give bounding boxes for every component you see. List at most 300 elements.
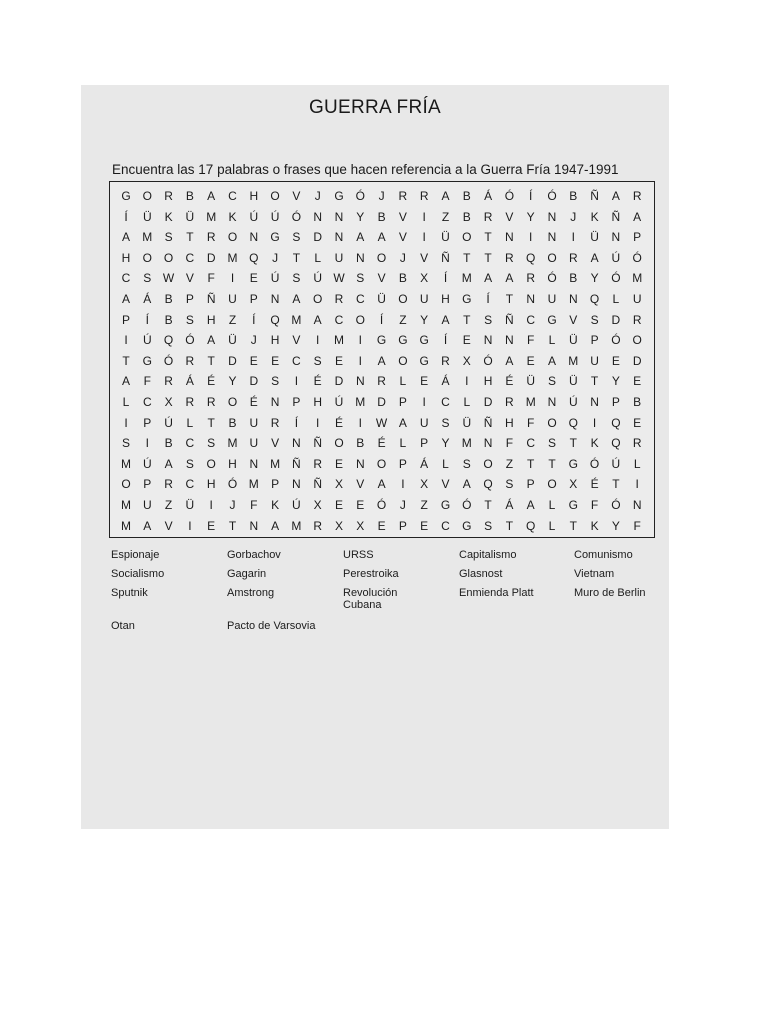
grid-letter: R <box>164 189 173 203</box>
grid-letter: Ó <box>163 353 174 368</box>
grid-letter: Ú <box>270 209 280 224</box>
grid-letter: D <box>249 374 259 389</box>
grid-letter: Ú <box>164 415 173 430</box>
grid-letter: A <box>271 518 280 533</box>
grid-letter: E <box>633 374 642 389</box>
grid-letter: R <box>377 374 386 389</box>
grid-letter: N <box>355 374 365 389</box>
grid-letter: X <box>313 498 322 512</box>
grid-letter: P <box>420 436 429 451</box>
word-list-item: Amstrong <box>227 587 275 599</box>
grid-letter: A <box>377 230 386 245</box>
grid-letter: I <box>358 353 362 368</box>
grid-letter: E <box>334 456 343 471</box>
grid-letter: P <box>398 395 407 409</box>
grid-letter: I <box>188 518 192 533</box>
grid-letter: Q <box>611 415 621 430</box>
page-title: GUERRA FRÍA <box>308 97 442 118</box>
instructions-text: Encuentra las 17 palabras o frases que hacen referencia a la Guerra Fría 1947-1991 <box>112 162 619 177</box>
grid-letter: K <box>590 209 599 224</box>
grid-letter: N <box>249 456 259 471</box>
grid-letter: T <box>527 456 535 471</box>
grid-letter: A <box>377 353 386 368</box>
grid-letter: Z <box>420 498 428 512</box>
grid-letter: T <box>122 353 130 368</box>
grid-row <box>116 310 652 331</box>
grid-letter: E <box>377 518 386 533</box>
grid-row <box>116 207 652 228</box>
grid-letter: R <box>164 477 173 492</box>
grid-letter: I <box>316 333 320 348</box>
grid-letter: Q <box>568 415 578 430</box>
grid-letter: M <box>121 456 131 471</box>
grid-letter: Q <box>611 436 621 451</box>
worksheet-page <box>81 85 669 829</box>
grid-letter: O <box>376 250 387 265</box>
grid-letter: M <box>227 436 238 451</box>
grid-letter: T <box>484 498 492 512</box>
grid-letter: G <box>440 498 451 512</box>
grid-letter: L <box>399 374 407 389</box>
grid-letter: N <box>547 395 557 409</box>
grid-letter: G <box>462 292 472 306</box>
grid-letter: L <box>633 456 641 471</box>
grid-letter: G <box>398 333 408 348</box>
grid-letter: M <box>142 230 153 245</box>
grid-letter: Í <box>145 312 149 327</box>
grid-letter: N <box>611 230 621 245</box>
word-list-item: URSS <box>343 549 374 561</box>
grid-letter: M <box>334 333 344 348</box>
grid-letter: S <box>121 436 130 451</box>
grid-letter: L <box>399 436 407 451</box>
grid-letter: M <box>121 518 131 533</box>
grid-letter: I <box>316 415 320 430</box>
grid-letter: Ü <box>568 374 578 389</box>
grid-letter: C <box>334 312 344 327</box>
grid-letter: B <box>377 209 386 224</box>
grid-letter: T <box>505 292 514 306</box>
grid-letter: I <box>465 374 469 389</box>
grid-letter: Ñ <box>590 189 599 203</box>
grid-letter: Ú <box>334 395 344 409</box>
grid-letter: Ü <box>568 333 578 348</box>
word-list-item: Capitalismo <box>459 549 517 561</box>
grid-letter: B <box>633 395 642 409</box>
grid-letter: N <box>292 477 301 492</box>
grid-letter: S <box>164 230 173 245</box>
grid-letter: H <box>249 189 259 203</box>
grid-letter: I <box>422 230 426 245</box>
word-list-item: Enmienda Platt <box>459 587 534 599</box>
grid-letter: O <box>547 415 557 430</box>
grid-letter: R <box>206 230 216 245</box>
grid-letter: Y <box>526 209 535 224</box>
grid-letter: S <box>441 415 450 430</box>
grid-letter: I <box>230 271 235 286</box>
grid-letter: S <box>292 271 301 286</box>
grid-letter: P <box>398 456 407 471</box>
grid-letter: N <box>249 518 259 533</box>
grid-letter: O <box>142 189 152 203</box>
grid-letter: T <box>612 477 620 492</box>
grid-letter: S <box>547 436 556 451</box>
grid-letter: M <box>632 271 643 286</box>
grid-letter: R <box>164 374 173 389</box>
grid-letter: T <box>505 518 514 533</box>
grid-letter: Ü <box>590 230 599 245</box>
grid-letter: P <box>292 395 301 409</box>
grid-letter: P <box>271 477 280 492</box>
grid-letter: N <box>590 395 599 409</box>
grid-letter: Ó <box>376 498 387 512</box>
grid-letter: H <box>313 395 323 409</box>
grid-letter: É <box>505 374 514 389</box>
grid-letter: F <box>633 518 641 533</box>
grid-letter: Ú <box>292 498 301 512</box>
grid-letter: I <box>124 333 128 348</box>
grid-row <box>116 351 652 372</box>
grid-letter: Ó <box>632 250 642 265</box>
grid-letter: Ñ <box>483 415 493 430</box>
grid-letter: K <box>590 518 599 533</box>
grid-letter: U <box>547 292 557 306</box>
grid-letter: T <box>463 250 471 265</box>
grid-letter: O <box>632 333 642 348</box>
grid-letter: U <box>142 498 152 512</box>
grid-letter: O <box>121 477 131 492</box>
grid-letter: T <box>292 250 301 265</box>
grid-letter: M <box>270 456 281 471</box>
grid-letter: E <box>462 333 471 348</box>
grid-letter: Ó <box>611 271 621 286</box>
grid-letter: J <box>378 189 385 203</box>
grid-letter: B <box>164 292 173 306</box>
grid-letter: P <box>249 292 258 306</box>
grid-letter: F <box>527 415 535 430</box>
word-list-item: Espionaje <box>111 549 160 561</box>
grid-letter: L <box>314 250 322 265</box>
grid-letter: A <box>143 518 152 533</box>
grid-letter: M <box>461 271 472 286</box>
grid-letter: Ú <box>249 209 259 224</box>
grid-row <box>116 268 652 289</box>
grid-letter: V <box>292 333 301 348</box>
grid-letter: Ó <box>355 189 365 203</box>
grid-letter: Ü <box>441 230 450 245</box>
grid-letter: F <box>143 374 151 389</box>
grid-letter: E <box>334 498 343 512</box>
grid-letter: H <box>206 477 216 492</box>
grid-letter: N <box>568 292 578 306</box>
grid-letter: E <box>420 518 429 533</box>
grid-letter: I <box>358 333 362 348</box>
grid-letter: É <box>249 395 258 409</box>
grid-letter: Ñ <box>611 209 621 224</box>
grid-letter: O <box>462 230 472 245</box>
grid-letter: G <box>121 189 131 203</box>
grid-letter: I <box>294 374 299 389</box>
grid-letter: T <box>569 436 577 451</box>
grid-letter: Ó <box>589 456 600 471</box>
grid-row <box>116 413 652 434</box>
grid-letter: Q <box>270 312 280 327</box>
grid-letter: R <box>632 312 642 327</box>
grid-letter: A <box>484 271 493 286</box>
grid-letter: Ó <box>483 353 493 368</box>
grid-letter: I <box>401 477 405 492</box>
grid-letter: N <box>526 292 536 306</box>
grid-letter: Y <box>611 518 620 533</box>
grid-letter: E <box>526 353 535 368</box>
grid-row <box>116 330 652 351</box>
grid-letter: N <box>292 436 301 451</box>
grid-letter: A <box>121 292 130 306</box>
grid-letter: S <box>462 456 471 471</box>
grid-letter: O <box>142 250 152 265</box>
grid-letter: B <box>164 312 173 327</box>
grid-letter: T <box>569 518 577 533</box>
word-list-item: Sputnik <box>111 587 148 599</box>
grid-letter: P <box>398 518 407 533</box>
grid-letter: N <box>547 209 557 224</box>
grid-letter: A <box>313 312 322 327</box>
grid-letter: R <box>313 456 323 471</box>
grid-letter: G <box>419 353 429 368</box>
grid-letter: N <box>547 230 557 245</box>
grid-letter: Ó <box>504 189 515 203</box>
grid-letter: H <box>505 415 514 430</box>
grid-letter: P <box>611 395 620 409</box>
grid-letter: X <box>420 477 429 492</box>
grid-letter: Í <box>252 312 256 327</box>
grid-letter: Y <box>611 374 620 389</box>
grid-letter: E <box>249 353 258 368</box>
grid-letter: Z <box>441 209 450 224</box>
grid-letter: É <box>207 374 216 389</box>
grid-letter: U <box>249 415 259 430</box>
grid-letter: Ü <box>462 415 472 430</box>
grid-letter: Á <box>484 189 493 203</box>
grid-letter: U <box>334 250 344 265</box>
grid-letter: Y <box>228 374 237 389</box>
grid-letter: A <box>377 477 386 492</box>
grid-letter: K <box>164 209 173 224</box>
grid-letter: E <box>207 518 216 533</box>
grid-letter: G <box>334 189 344 203</box>
grid-letter: N <box>249 230 259 245</box>
grid-letter: C <box>185 477 195 492</box>
grid-letter: Ó <box>291 209 302 224</box>
grid-letter: J <box>229 498 236 512</box>
grid-letter: Q <box>589 292 600 306</box>
grid-letter: I <box>145 436 149 451</box>
grid-letter: B <box>398 271 407 286</box>
grid-letter: S <box>292 230 301 245</box>
grid-letter: J <box>250 333 257 348</box>
grid-letter: U <box>419 292 429 306</box>
grid-letter: J <box>272 250 279 265</box>
grid-letter: A <box>292 292 301 306</box>
grid-letter: Ú <box>270 271 280 286</box>
grid-letter: A <box>462 477 471 492</box>
grid-letter: A <box>441 312 450 327</box>
grid-letter: Ó <box>611 498 621 512</box>
grid-letter: D <box>483 395 493 409</box>
grid-letter: A <box>121 374 130 389</box>
grid-letter: Í <box>443 271 448 286</box>
grid-letter: U <box>419 415 429 430</box>
grid-letter: Z <box>399 312 407 327</box>
grid-letter: X <box>334 518 343 533</box>
grid-letter: R <box>270 415 280 430</box>
grid-letter: F <box>590 498 599 512</box>
grid-letter: C <box>355 292 365 306</box>
grid-letter: M <box>291 518 302 533</box>
grid-letter: N <box>632 498 642 512</box>
grid-letter: F <box>505 436 514 451</box>
grid-letter: A <box>398 415 407 430</box>
grid-letter: R <box>185 353 195 368</box>
grid-row <box>116 248 652 269</box>
grid-letter: E <box>633 415 642 430</box>
grid-letter: Í <box>124 209 128 224</box>
grid-letter: G <box>462 518 472 533</box>
grid-letter: A <box>207 189 216 203</box>
grid-letter: S <box>356 271 365 286</box>
grid-letter: I <box>422 395 426 409</box>
grid-letter: L <box>186 415 194 430</box>
grid-letter: T <box>463 312 471 327</box>
grid-letter: U <box>249 436 259 451</box>
grid-letter: M <box>121 498 131 512</box>
grid-row <box>116 516 652 537</box>
grid-letter: X <box>334 477 343 492</box>
grid-letter: N <box>355 250 365 265</box>
grid-letter: Ü <box>185 498 195 512</box>
grid-letter: Q <box>249 250 259 265</box>
grid-letter: Á <box>143 292 152 306</box>
grid-letter: T <box>484 250 492 265</box>
grid-letter: Y <box>356 209 365 224</box>
grid-letter: K <box>271 498 280 512</box>
grid-letter: I <box>529 230 533 245</box>
grid-letter: X <box>462 353 471 368</box>
grid-letter: K <box>590 436 599 451</box>
grid-letter: N <box>505 230 514 245</box>
grid-letter: R <box>505 250 514 265</box>
grid-letter: V <box>377 271 386 286</box>
grid-letter: G <box>376 333 387 348</box>
grid-letter: A <box>611 189 620 203</box>
grid-letter: Q <box>163 333 174 348</box>
grid-letter: N <box>483 333 493 348</box>
grid-letter: D <box>228 353 237 368</box>
grid-row <box>116 474 652 495</box>
grid-letter: R <box>419 189 429 203</box>
grid-letter: M <box>227 250 238 265</box>
grid-letter: E <box>271 353 280 368</box>
grid-letter: F <box>207 271 215 286</box>
grid-letter: I <box>635 477 639 492</box>
grid-letter: B <box>569 189 578 203</box>
grid-letter: H <box>121 250 131 265</box>
grid-letter: A <box>356 230 365 245</box>
grid-letter: B <box>569 271 578 286</box>
word-list-item: Pacto de Varsovia <box>227 620 316 632</box>
grid-letter: Í <box>486 292 490 306</box>
grid-letter: H <box>441 292 450 306</box>
grid-letter: L <box>463 395 471 409</box>
grid-letter: Ñ <box>313 477 323 492</box>
word-list-item: Comunismo <box>574 549 633 561</box>
grid-letter: Ú <box>611 456 621 471</box>
grid-letter: L <box>612 292 620 306</box>
grid-letter: A <box>505 353 514 368</box>
grid-letter: R <box>483 209 493 224</box>
grid-letter: M <box>248 477 259 492</box>
grid-letter: U <box>228 292 237 306</box>
grid-letter: R <box>568 250 578 265</box>
word-list-item: Perestroika <box>343 568 399 580</box>
grid-letter: C <box>441 518 450 533</box>
grid-letter: Ñ <box>505 312 514 327</box>
grid-letter: T <box>590 374 599 389</box>
word-list-item: Revolución Cubana <box>343 587 398 611</box>
grid-letter: A <box>207 333 216 348</box>
grid-letter: S <box>484 518 493 533</box>
grid-letter: E <box>611 353 620 368</box>
grid-letter: L <box>548 498 556 512</box>
grid-letter: P <box>590 333 599 348</box>
grid-letter: Ó <box>547 189 557 203</box>
grid-letter: T <box>484 230 492 245</box>
word-search-grid <box>109 181 655 538</box>
grid-letter: G <box>142 353 152 368</box>
grid-letter: S <box>313 353 322 368</box>
grid-letter: R <box>185 395 195 409</box>
grid-letter: V <box>569 312 578 327</box>
grid-letter: V <box>420 250 429 265</box>
grid-letter: Q <box>483 477 493 492</box>
grid-letter: P <box>185 292 194 306</box>
word-list-item: Muro de Berlin <box>574 587 646 599</box>
grid-letter: H <box>206 312 216 327</box>
grid-letter: V <box>505 209 514 224</box>
grid-letter: N <box>270 395 280 409</box>
grid-letter: J <box>399 250 406 265</box>
grid-letter: D <box>313 230 323 245</box>
grid-letter: P <box>143 415 152 430</box>
grid-letter: I <box>209 498 213 512</box>
grid-letter: Í <box>379 312 384 327</box>
grid-letter: C <box>121 271 131 286</box>
grid-letter: W <box>333 271 345 286</box>
grid-letter: T <box>228 518 237 533</box>
grid-letter: W <box>162 271 175 286</box>
grid-letter: R <box>632 189 642 203</box>
grid-letter: Ú <box>313 271 323 286</box>
grid-letter: X <box>420 271 429 286</box>
grid-letter: N <box>355 456 365 471</box>
grid-row <box>116 454 652 475</box>
grid-letter: I <box>571 230 575 245</box>
grid-letter: V <box>292 189 301 203</box>
grid-letter: Ú <box>142 456 152 471</box>
grid-letter: M <box>291 312 302 327</box>
grid-letter: Á <box>420 456 429 471</box>
grid-letter: R <box>398 189 408 203</box>
